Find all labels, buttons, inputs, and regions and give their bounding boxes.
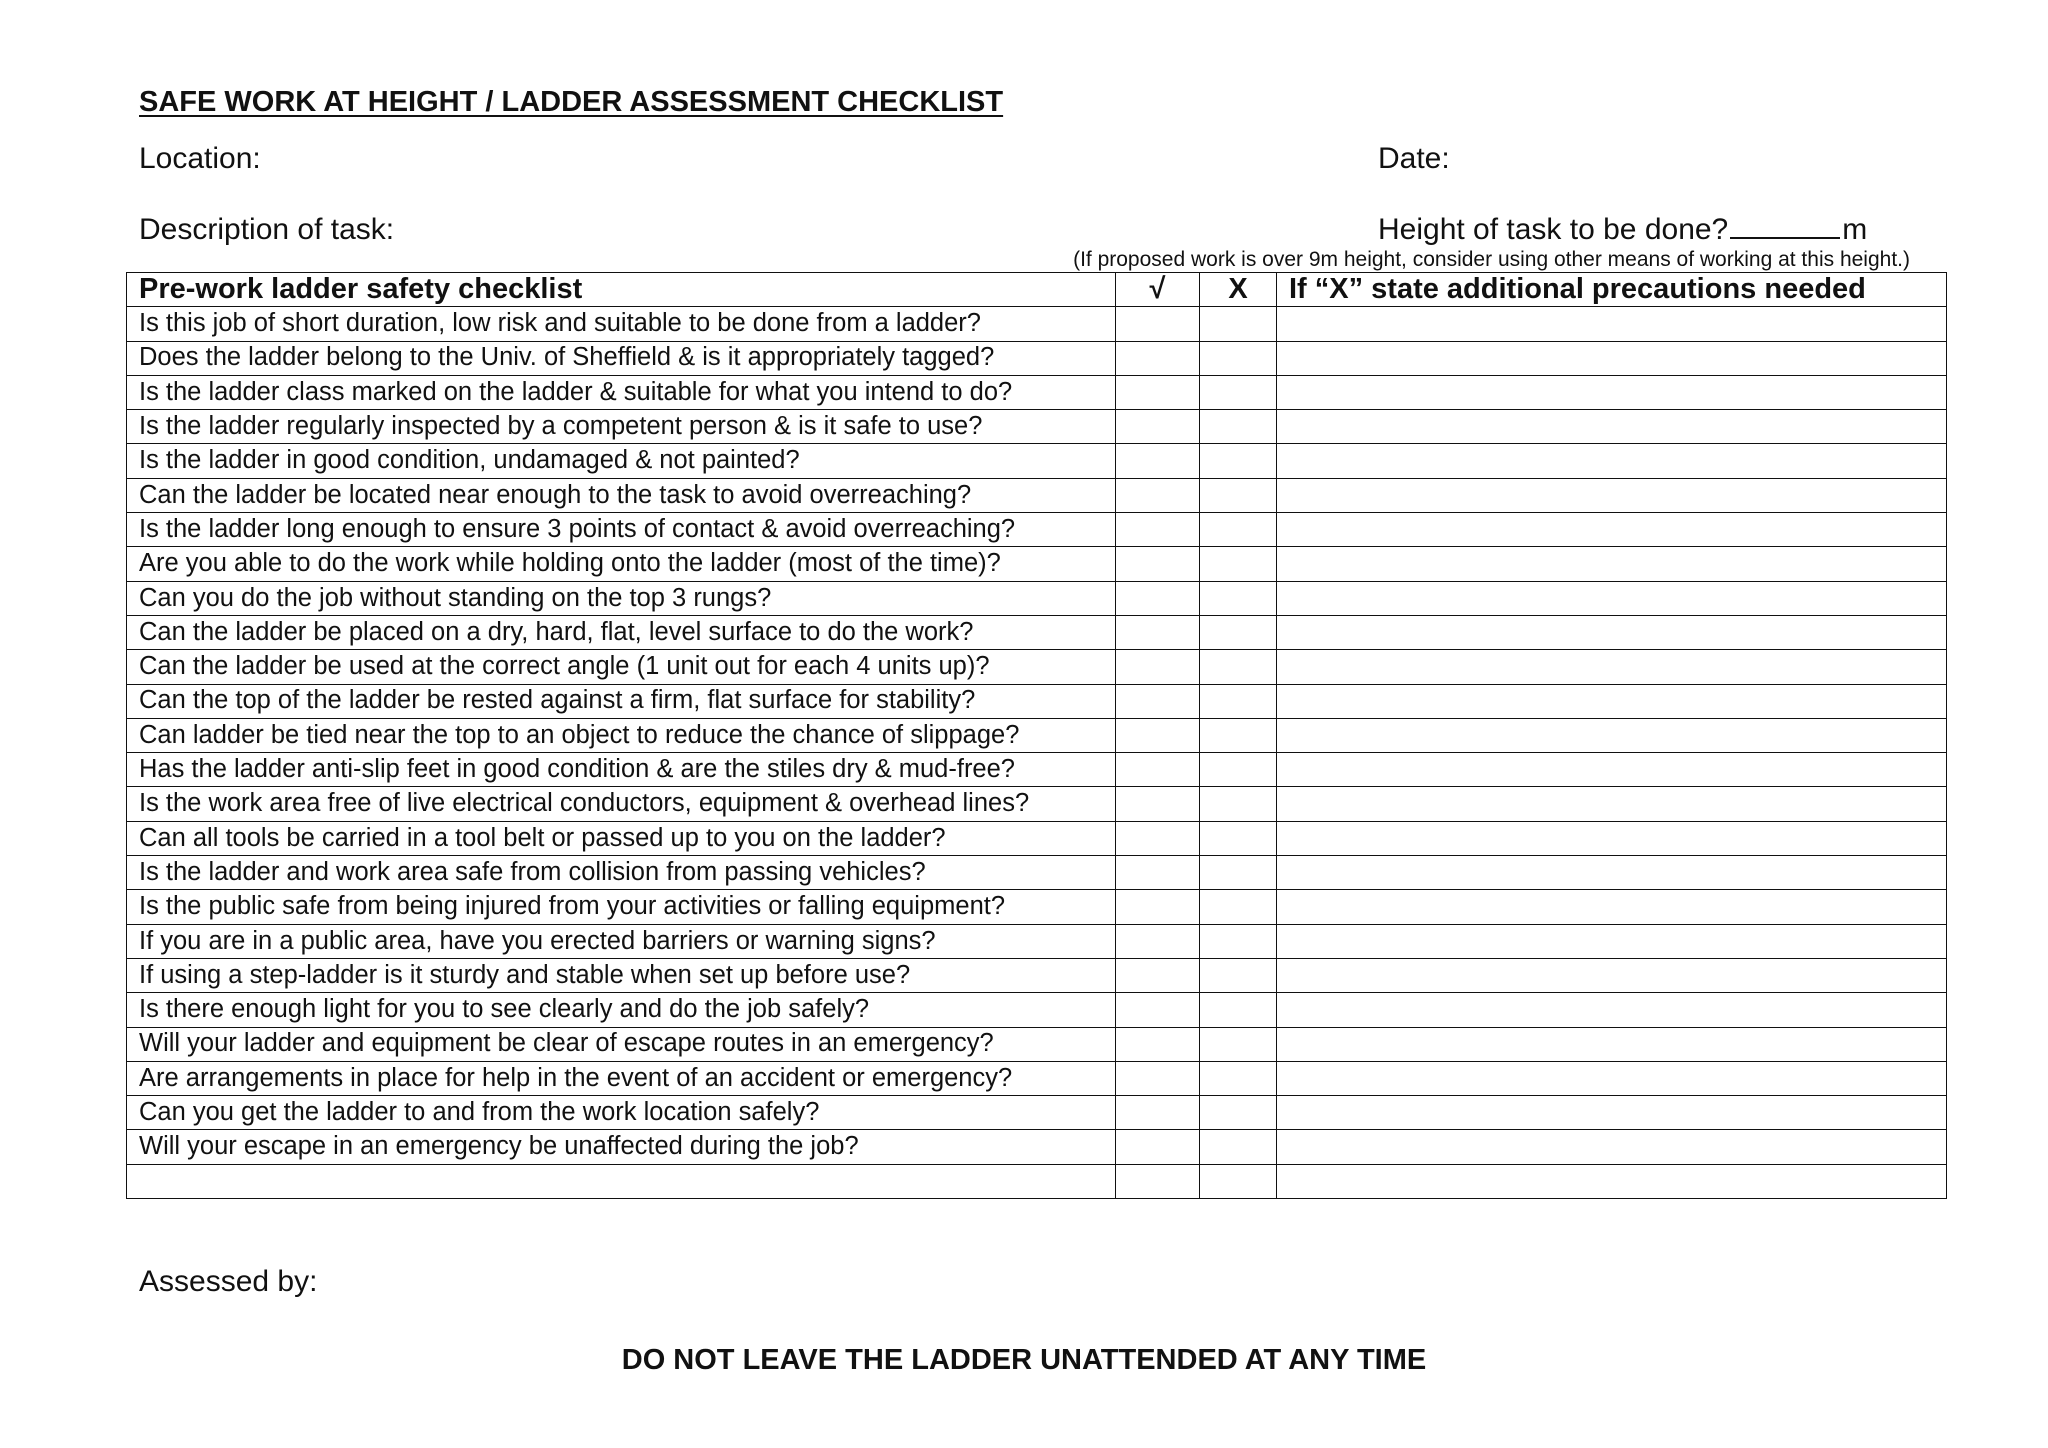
yes-check-cell[interactable] <box>1116 547 1200 581</box>
checklist-question: Is the public safe from being injured from your activities or falling equipment? <box>127 890 1116 924</box>
no-check-cell[interactable] <box>1200 1130 1277 1164</box>
precautions-cell[interactable] <box>1277 1027 1947 1061</box>
precautions-cell[interactable] <box>1277 1130 1947 1164</box>
table-row <box>127 1027 1947 1061</box>
yes-check-cell[interactable] <box>1116 1061 1200 1095</box>
checklist-question: Is the work area free of live electrical conductors, equipment & overhead lines? <box>127 787 1116 821</box>
precautions-cell[interactable] <box>1277 341 1947 375</box>
precautions-cell[interactable] <box>1277 478 1947 512</box>
precautions-cell[interactable] <box>1277 1061 1947 1095</box>
assessed-by-label: Assessed by: <box>139 1265 318 1298</box>
no-check-cell[interactable] <box>1200 444 1277 478</box>
no-check-cell[interactable] <box>1200 684 1277 718</box>
table-row <box>127 375 1947 409</box>
checklist-question: Can all tools be carried in a tool belt or passed up to you on the ladder? <box>127 821 1116 855</box>
no-check-cell[interactable] <box>1200 650 1277 684</box>
checklist-table <box>126 272 1947 1199</box>
table-row <box>127 1164 1947 1198</box>
checklist-question: Is there enough light for you to see clearly and do the job safely? <box>127 993 1116 1027</box>
yes-check-cell[interactable] <box>1116 1164 1200 1198</box>
table-row <box>127 650 1947 684</box>
table-row <box>127 615 1947 649</box>
yes-check-cell[interactable] <box>1116 787 1200 821</box>
precautions-cell[interactable] <box>1277 1164 1947 1198</box>
yes-check-cell[interactable] <box>1116 341 1200 375</box>
checklist-question: Can the ladder be used at the correct angle (1 unit out for each 4 units up)? <box>127 650 1116 684</box>
no-check-cell[interactable] <box>1200 856 1277 890</box>
no-check-cell[interactable] <box>1200 1164 1277 1198</box>
date-label: Date: <box>1378 142 1450 175</box>
height-field <box>1378 213 1867 247</box>
checklist-question: Can you do the job without standing on the top 3 rungs? <box>127 581 1116 615</box>
precautions-cell[interactable] <box>1277 513 1947 547</box>
yes-check-cell[interactable] <box>1116 410 1200 444</box>
precautions-cell[interactable] <box>1277 958 1947 992</box>
checklist-question: Can ladder be tied near the top to an object to reduce the chance of slippage? <box>127 718 1116 752</box>
table-row <box>127 581 1947 615</box>
no-check-cell[interactable] <box>1200 958 1277 992</box>
yes-check-cell[interactable] <box>1116 890 1200 924</box>
checklist-question: Can the ladder be placed on a dry, hard, flat, level surface to do the work? <box>127 615 1116 649</box>
table-row <box>127 1096 1947 1130</box>
checklist-question: Does the ladder belong to the Univ. of Sheffield & is it appropriately tagged? <box>127 341 1116 375</box>
precautions-cell[interactable] <box>1277 924 1947 958</box>
yes-check-cell[interactable] <box>1116 1096 1200 1130</box>
header-precautions: If “X” state additional precautions needed <box>1277 273 1947 307</box>
checklist-question: Has the ladder anti-slip feet in good condition & are the stiles dry & mud-free? <box>127 753 1116 787</box>
table-row <box>127 993 1947 1027</box>
precautions-cell[interactable] <box>1277 581 1947 615</box>
yes-check-cell[interactable] <box>1116 753 1200 787</box>
precautions-cell[interactable] <box>1277 444 1947 478</box>
yes-check-cell[interactable] <box>1116 375 1200 409</box>
yes-check-cell[interactable] <box>1116 958 1200 992</box>
no-check-cell[interactable] <box>1200 307 1277 341</box>
header-yes-tick: √ <box>1116 273 1200 307</box>
checklist-body <box>127 307 1947 1199</box>
table-row <box>127 821 1947 855</box>
no-check-cell[interactable] <box>1200 478 1277 512</box>
no-check-cell[interactable] <box>1200 753 1277 787</box>
no-check-cell[interactable] <box>1200 1061 1277 1095</box>
checklist-question <box>127 1164 1116 1198</box>
checklist-question: Is the ladder class marked on the ladder & suitable for what you intend to do? <box>127 375 1116 409</box>
precautions-cell[interactable] <box>1277 753 1947 787</box>
location-label: Location: <box>139 142 261 175</box>
yes-check-cell[interactable] <box>1116 444 1200 478</box>
no-check-cell[interactable] <box>1200 615 1277 649</box>
table-header-row <box>127 273 1947 307</box>
table-row <box>127 753 1947 787</box>
table-row <box>127 1061 1947 1095</box>
table-row <box>127 684 1947 718</box>
no-check-cell[interactable] <box>1200 1096 1277 1130</box>
footer-warning: DO NOT LEAVE THE LADDER UNATTENDED AT ANY TIME <box>621 1344 1427 1376</box>
no-check-cell[interactable] <box>1200 1027 1277 1061</box>
table-row <box>127 1130 1947 1164</box>
precautions-cell[interactable] <box>1277 547 1947 581</box>
no-check-cell[interactable] <box>1200 547 1277 581</box>
header-no-cross: X <box>1200 273 1277 307</box>
document-title: SAFE WORK AT HEIGHT / LADDER ASSESSMENT CHECKLIST <box>139 86 1004 118</box>
no-check-cell[interactable] <box>1200 410 1277 444</box>
precautions-cell[interactable] <box>1277 890 1947 924</box>
no-check-cell[interactable] <box>1200 718 1277 752</box>
table-row <box>127 410 1947 444</box>
yes-check-cell[interactable] <box>1116 684 1200 718</box>
yes-check-cell[interactable] <box>1116 924 1200 958</box>
precautions-cell[interactable] <box>1277 684 1947 718</box>
checklist-question: Will your escape in an emergency be unaffected during the job? <box>127 1130 1116 1164</box>
yes-check-cell[interactable] <box>1116 1130 1200 1164</box>
precautions-cell[interactable] <box>1277 375 1947 409</box>
checklist-question: Can the ladder be located near enough to the task to avoid overreaching? <box>127 478 1116 512</box>
checklist-question: Will your ladder and equipment be clear of escape routes in an emergency? <box>127 1027 1116 1061</box>
checklist-question: Can the top of the ladder be rested against a firm, flat surface for stability? <box>127 684 1116 718</box>
checklist-question: Can you get the ladder to and from the work location safely? <box>127 1096 1116 1130</box>
table-row <box>127 890 1947 924</box>
table-row <box>127 958 1947 992</box>
table-row <box>127 513 1947 547</box>
checklist-question: Is the ladder regularly inspected by a competent person & is it safe to use? <box>127 410 1116 444</box>
yes-check-cell[interactable] <box>1116 478 1200 512</box>
table-row <box>127 718 1947 752</box>
table-row <box>127 924 1947 958</box>
yes-check-cell[interactable] <box>1116 307 1200 341</box>
precautions-cell[interactable] <box>1277 307 1947 341</box>
no-check-cell[interactable] <box>1200 787 1277 821</box>
yes-check-cell[interactable] <box>1116 615 1200 649</box>
checklist-question: Are arrangements in place for help in the event of an accident or emergency? <box>127 1061 1116 1095</box>
no-check-cell[interactable] <box>1200 375 1277 409</box>
table-row <box>127 444 1947 478</box>
precautions-cell[interactable] <box>1277 993 1947 1027</box>
table-row <box>127 307 1947 341</box>
table-row <box>127 547 1947 581</box>
precautions-cell[interactable] <box>1277 718 1947 752</box>
checklist-question: If you are in a public area, have you erected barriers or warning signs? <box>127 924 1116 958</box>
no-check-cell[interactable] <box>1200 993 1277 1027</box>
checklist-question: If using a step-ladder is it sturdy and stable when set up before use? <box>127 958 1116 992</box>
checklist-question: Is the ladder long enough to ensure 3 points of contact & avoid overreaching? <box>127 513 1116 547</box>
checklist-question: Are you able to do the work while holding onto the ladder (most of the time)? <box>127 547 1116 581</box>
header-checklist: Pre-work ladder safety checklist <box>127 273 1116 307</box>
precautions-cell[interactable] <box>1277 410 1947 444</box>
yes-check-cell[interactable] <box>1116 1027 1200 1061</box>
checklist-question: Is the ladder in good condition, undamaged & not painted? <box>127 444 1116 478</box>
yes-check-cell[interactable] <box>1116 513 1200 547</box>
table-row <box>127 787 1947 821</box>
no-check-cell[interactable] <box>1200 890 1277 924</box>
no-check-cell[interactable] <box>1200 341 1277 375</box>
height-blank-line[interactable] <box>1730 213 1840 239</box>
height-note: (If proposed work is over 9m height, consider using other means of working at this height.) <box>1073 248 1910 271</box>
yes-check-cell[interactable] <box>1116 993 1200 1027</box>
no-check-cell[interactable] <box>1200 821 1277 855</box>
yes-check-cell[interactable] <box>1116 581 1200 615</box>
checklist-question: Is the ladder and work area safe from collision from passing vehicles? <box>127 856 1116 890</box>
yes-check-cell[interactable] <box>1116 718 1200 752</box>
precautions-cell[interactable] <box>1277 1096 1947 1130</box>
no-check-cell[interactable] <box>1200 581 1277 615</box>
yes-check-cell[interactable] <box>1116 856 1200 890</box>
description-label: Description of task: <box>139 213 395 246</box>
precautions-cell[interactable] <box>1277 650 1947 684</box>
precautions-cell[interactable] <box>1277 856 1947 890</box>
table-row <box>127 478 1947 512</box>
yes-check-cell[interactable] <box>1116 650 1200 684</box>
table-row <box>127 856 1947 890</box>
precautions-cell[interactable] <box>1277 787 1947 821</box>
no-check-cell[interactable] <box>1200 924 1277 958</box>
height-label: Height of task to be done? <box>1378 213 1729 246</box>
yes-check-cell[interactable] <box>1116 821 1200 855</box>
precautions-cell[interactable] <box>1277 821 1947 855</box>
height-unit: m <box>1842 213 1868 246</box>
precautions-cell[interactable] <box>1277 615 1947 649</box>
table-row <box>127 341 1947 375</box>
no-check-cell[interactable] <box>1200 513 1277 547</box>
checklist-question: Is this job of short duration, low risk and suitable to be done from a ladder? <box>127 307 1116 341</box>
